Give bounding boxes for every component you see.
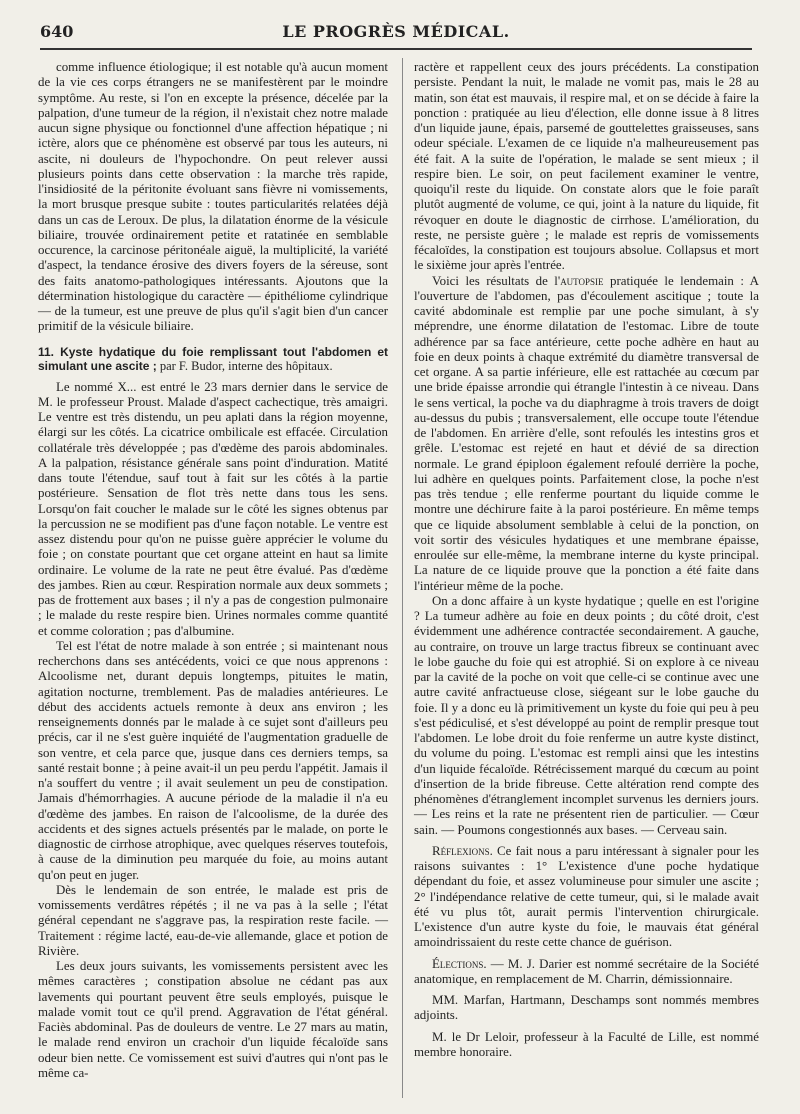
elections-text: — M. J. Darier est nommé secrétaire de la Société anatomique, en remplacement de M. Charrin, démissionnaire. <box>414 956 759 986</box>
right-column <box>414 60 759 1060</box>
paragraph: ractère et rappellent ceux des jours précédents. La constipation persiste. Pendant la nuit, le malade ne vomit pas, mais le 28 au matin, son état est mauvais, il respire mal, et on se décide à faire la ponction : pratiquée au lieu d'élection, elle donne issue à 8 litres d'un liquide jaune, épais, parsemé de gouttelettes graisseuses, sans odeur spéciale. L'examen de ce liquide n'a malheureusement pas été fait. A la suite de l'opération, le malade se sent mieux ; il respire bien. Le soir, on peut facilement examiner le ventre, quoiqu'il reste du liquide. On constate alors que le foie paraît plutôt augmenté de volume, ce qui, joint à la nature du liquide, fit révoquer en doute le diagnostic de cirrhose. L'amélioration, du reste, ne persiste guère ; le malade est repris de vomissements fécaloïdes, la constipation est toujours absolue. Collapsus et mort le sixième jour après l'entrée. <box>414 60 759 273</box>
section-author: par F. Budor, interne des hôpitaux. <box>159 359 333 373</box>
left-column <box>38 60 388 1081</box>
paragraph: Le nommé X... est entré le 23 mars dernier dans le service de M. le professeur Proust. Malade d'aspect cachectique, très amaigri. Le ventre est très distendu, un peu aplati dans la région moyenne, élargi sur les côtés. La cicatrice ombilicale est effacée. Circulation collatérale très développée ; pas d'œdème des parois abdominales. A la palpation, résistance générale sans point d'induration. Matité dans toute l'étendue, sauf tout à fait sur les côtés à la partie postérieure. Sensation de flot très nette dans tous les sens. Lorsqu'on fait coucher le malade sur le côté les signes obtenus par la percussion ne se modifient pas d'une façon notable. Le ventre est assez distendu pour qu'on ne puisse guère apprécier le volume du foie ; on constate pourtant que cet organe atteint en haut sa limite ordinaire. Le volume de la rate ne peut être évalué. Pas d'œdème des jambes. Rien au cœur. Respiration normale aux deux sommets ; pas de frottement aux bases ; il n'y a pas de congestion pulmonaire ; le malade du reste respire bien. Urines normales comme quantité et comme coloration ; pas d'albumine. <box>38 379 388 638</box>
journal-title: LE PROGRÈS MÉDICAL. <box>282 22 510 41</box>
paragraph: On a donc affaire à un kyste hydatique ; quelle en est l'origine ? La tumeur adhère au foie en deux points ; du côté droit, c'est évidemment une adhérence contractée secondairement. A gauche, au contraire, on trouve un large tractus fibreux se continuant avec le lobe gauche du foie qui est atrophié. Si on explore à ce niveau par la cavité de la poche on voit que celle-ci se continue avec une autre cavité anfractueuse close, siégeant sur le lobe gauche du foie. Il y a donc eu là primitivement un kyste du foie qui peu à peu s'est pédiculisé, et s'est développé au point de remplir presque tout l'abdomen. Le lobe droit du foie renferme un autre kyste distinct, du volume du poing. L'estomac est rempli ainsi que les intestins d'un liquide fécaloïde. Rétrécissement marqué du cœcum au point d'insertion de la bride fibreuse. Cette altération rend compte des phénomènes d'étranglement incomplet survenus les derniers jours. — Les reins et la rate ne présentent rien de particulier. — Cœur sain. — Poumons congestionnés aux bases. — Cerveau sain. <box>414 593 759 837</box>
page-number: 640 <box>40 22 74 41</box>
reflexions-label: Réflexions. <box>432 843 493 858</box>
autopsy-label: autopsie <box>560 273 604 288</box>
paragraph: comme influence étiologique; il est notable qu'à aucun moment de la vie ces corps étrangers ne se manifestèrent par le moindre symptôme. Au reste, si l'on en excepte la présence, décelée par la palpation, d'une tumeur de la région, il n'existait chez notre malade aucun signe physique ou fonctionnel d'une affection hépatique ; ni ictère, alors que ce phénomène est observé par tous les auteurs, ni ascite, ni douleurs de l'hypochondre. On peut relever aussi plusieurs points dans cette observation : la marche très rapide, l'insidiosité de la péritonite évoluant sans fièvre ni vomissements, la mort brusque presque subite : toutes particularités relatées déjà dans un cas de Leroux. De plus, la dilatation énorme de la vésicule biliaire, trouvée ordinairement petite et ratatinée en semblable occurence, la carcinose péritonéale aiguë, la multiplicité, la variété d'aspect, la tendance érosive des divers foyers de la séreuse, sont des faits anatomo-pathologiques intéressants. Ajoutons que la détermination histologique du caractère — épithéliome cylindrique — de la tumeur, est une preuve de plus qu'il s'agit bien d'un cancer primitif de la vésicule biliaire. <box>38 60 388 334</box>
paragraph-reflexions <box>414 844 759 951</box>
paragraph: Tel est l'état de notre malade à son entrée ; si maintenant nous recherchons dans ses antécédents, voici ce que nous apprenons : Alcoolisme net, durant depuis longtemps, pituites le matin, agitation nocturne, tremblement. Pas de maladies antérieures. Le début des accidents actuels remonte à deux ans environ ; les renseignements donnés par le malade à ce sujet sont d'ailleurs peu précis, car il ne s'est guère inquiété de l'augmentation graduelle de son ventre, et cela parce que, jusque dans ces derniers temps, sa santé restait bonne ; à peine avait-il un peu perdu l'appétit. Jamais il n'a souffert du ventre ; il avait seulement un peu de constipation. Jamais d'hémorrhagies. A aucune période de la maladie il n'a eu d'œdème des jambes. En raison de l'alcoolisme, de la durée des accidents et des signes actuels présentés par le malade, on porte le diagnostic de cirrhose atrophique, avec quelques réserves toutefois, à cause de la diminution peu marquée du foie, au moins autant qu'on peut en juger. <box>38 638 388 882</box>
paragraph: M. le Dr Leloir, professeur à la Faculté de Lille, est nommé membre honoraire. <box>414 1029 759 1059</box>
paragraph: Les deux jours suivants, les vomissements persistent avec les mêmes caractères ; constipation absolue ne cédant pas aux lavements qui pourtant peuvent être seuls employés, puisque le malade vomit tout ce qu'il prend. Aggravation de l'état général. Faciès abdominal. Pas de douleurs de ventre. Le 27 mars au matin, le malade rend environ un crachoir d'un liquide fécaloïde sans odeur bien nette. Ce vomissement est suivi d'autres qui n'ont pas le même ca- <box>38 959 388 1080</box>
paragraph: Dès le lendemain de son entrée, le malade est pris de vomissements verdâtres répétés ; il ne va pas à la selle ; l'état général cependant ne s'aggrave pas, la respiration reste facile. — Traitement : régime lacté, eau-de-vie allemande, glace et potion de Rivière. <box>38 882 388 958</box>
column-separator <box>402 58 403 1098</box>
elections-label: Élections. <box>432 956 487 971</box>
page-header <box>40 22 752 44</box>
section-heading <box>38 345 388 374</box>
reflexions-text: Ce fait nous a paru intéressant à signaler pour les raisons suivantes : 1° L'existence d'une poche hydatique dépendant du foie, et assez volumineuse pour simuler une ascite ; 2° l'indépendance relative de cette tumeur, qui, si le malade avait été vu plus tôt, aurait permis l'intervention chirurgicale. L'existence d'un autre kyste du foie, le mauvais état général amoindrissaient du reste cette chance de guérison. <box>414 843 759 950</box>
paragraph: MM. Marfan, Hartmann, Deschamps sont nommés membres adjoints. <box>414 993 759 1023</box>
autopsy-lead: Voici les résultats de l' <box>432 273 561 288</box>
header-rule <box>40 48 752 50</box>
paragraph-elections <box>414 957 759 988</box>
section-title: 11. Kyste hydatique du foie remplissant tout l'abdomen et simulant une ascite ; <box>38 344 388 373</box>
autopsy-text: pratiquée le lendemain : A l'ouverture de l'abdomen, pas d'écoulement ascitique ; toute la cavité abdominale est remplie par une poche simulant, à s'y méprendre, une énorme dilatation de l'estomac. Libre de toute adhérence par sa face antérieure, cette poche adhère en haut au foie en deux points à chaque extrémité du diamètre transversal de cet organe. A sa partie inférieure, elle est rattachée au cœcum par une bride épaisse arrondie qui étrangle l'intestin à ce niveau. Dans le sens vertical, la poche va du diaphragme à trois travers de doigt au-dessus du pubis ; transversalement, elle occupe toute l'étendue de l'abdomen. En arrière d'elle, sont refoulés les intestins gros et grêle. L'estomac est rejeté en haut et dévié de sa direction normale. Le grand épiploon également refoulé derrière la poche, lui adhère en quelques points. Parfaitement close, la poche n'est pas très tendue ; elle renferme pourtant du liquide comme le montre une déchirure faite à la paroi postérieure. En même temps que ce liquide absolument semblable à celui de la ponction, on voit sortir des vésicules hydatiques et une membrane épaisse, enroulée sur elle-même, la membrane interne du kyste principal. La nature de ce liquide prouve que la ponction a été faite dans l'intérieur même de la poche. <box>414 273 759 593</box>
paragraph-autopsy <box>414 274 759 594</box>
